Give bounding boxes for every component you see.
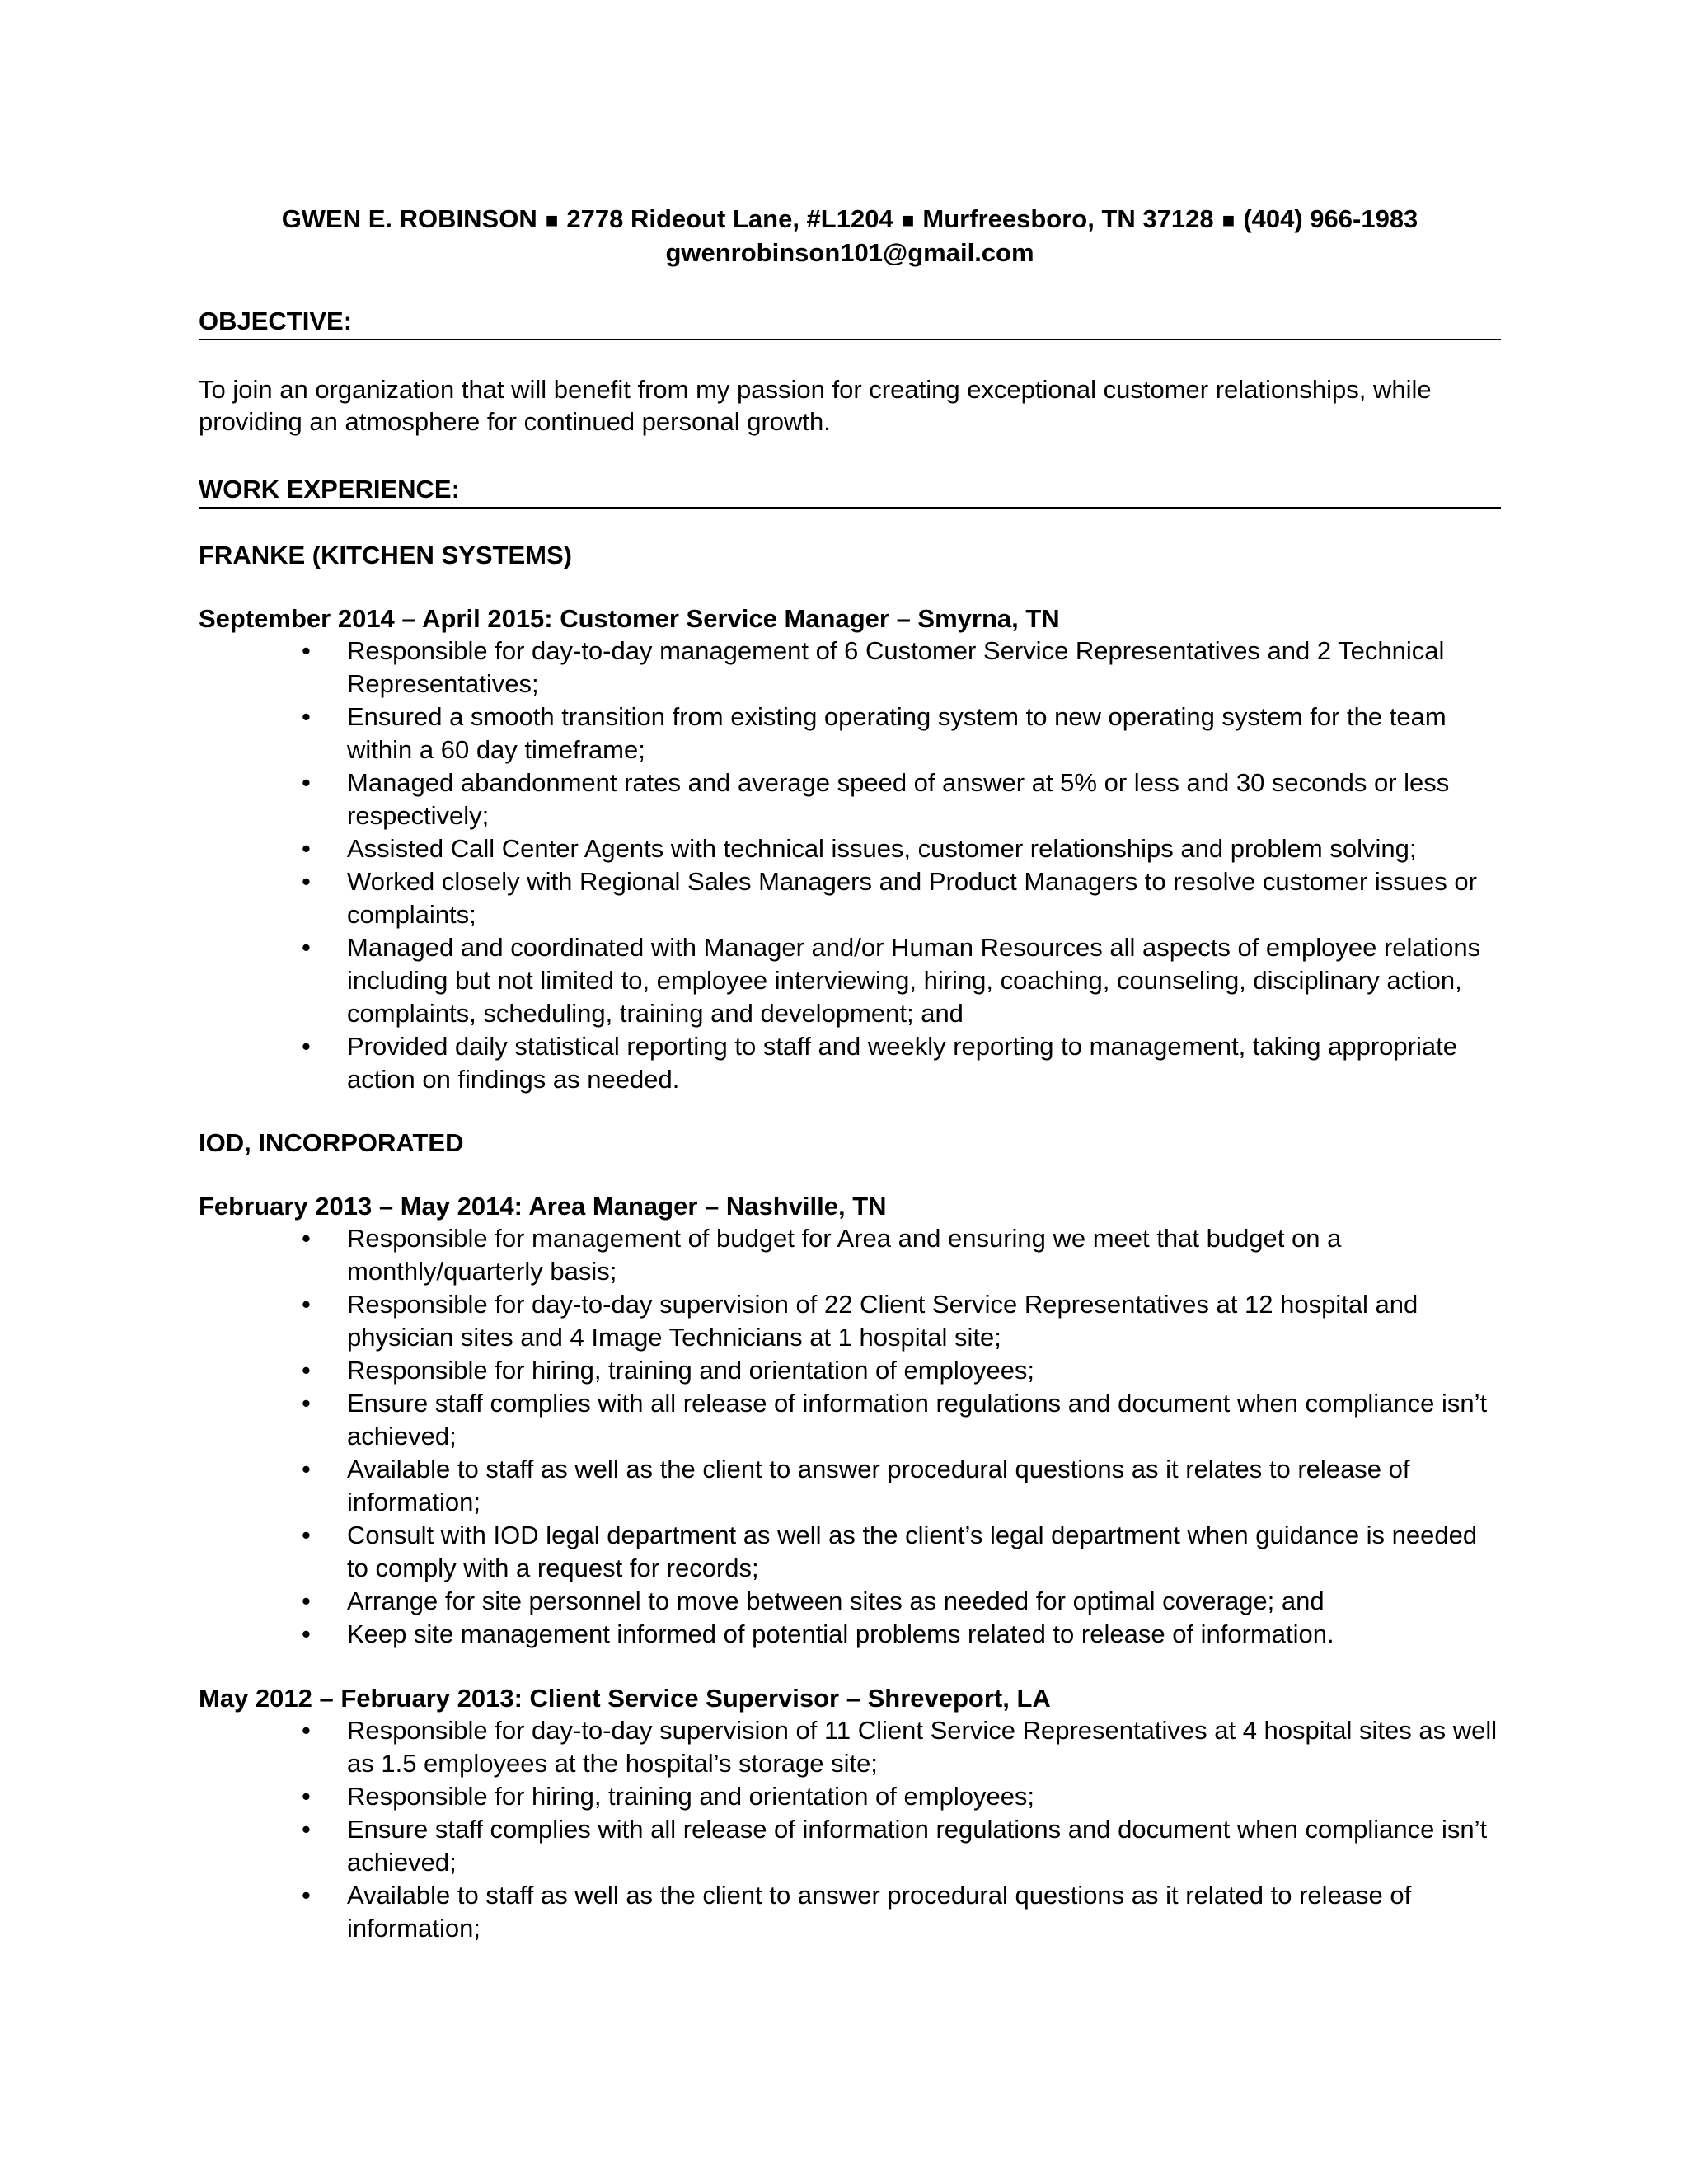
bullet-icon: • — [302, 1521, 311, 1549]
company-name: IOD, INCORPORATED — [199, 1128, 464, 1157]
role-heading: May 2012 – February 2013: Client Service Supervisor – Shreveport, LA — [199, 1684, 1051, 1713]
list-item — [302, 1585, 1501, 1618]
list-item — [302, 1618, 1501, 1651]
phone-number: (404) 966-1983 — [1243, 204, 1418, 233]
objective-heading: OBJECTIVE: — [199, 306, 1501, 340]
role-heading: February 2013 – May 2014: Area Manager – Nashville, TN — [199, 1192, 887, 1221]
bullet-icon: • — [302, 1881, 311, 1910]
bullet-icon: • — [302, 1815, 311, 1844]
list-item-text: Available to staff as well as the client to answer procedural questions as it relates to release of information; — [347, 1455, 1410, 1516]
separator-square-icon: ■ — [901, 208, 915, 232]
list-item — [302, 635, 1501, 701]
list-item — [302, 1780, 1501, 1813]
responsibility-list — [199, 1714, 1501, 1945]
list-item — [302, 865, 1501, 931]
list-item-text: Responsible for day-to-day supervision of 11 Client Service Representatives at 4 hospital sites as well as 1.5 employees at the hospital’s storage site; — [347, 1716, 1498, 1778]
contact-line — [199, 203, 1501, 237]
list-item — [302, 1813, 1501, 1879]
bullet-icon: • — [302, 636, 311, 665]
bullet-icon: • — [302, 1586, 311, 1615]
bullet-icon: • — [302, 834, 311, 863]
work-experience-list — [199, 540, 1501, 1945]
bullet-icon: • — [302, 1619, 311, 1648]
list-item-text: Responsible for day-to-day management of 6 Customer Service Representatives and 2 Technical Representatives; — [347, 636, 1445, 698]
list-item — [302, 1030, 1501, 1096]
list-item — [302, 1222, 1501, 1288]
resume-header — [199, 203, 1501, 269]
list-item-text: Responsible for hiring, training and orientation of employees; — [347, 1356, 1035, 1385]
bullet-icon: • — [302, 768, 311, 797]
city-state-zip: Murfreesboro, TN 37128 — [922, 204, 1214, 233]
responsibility-list — [199, 635, 1501, 1096]
resume-page — [199, 203, 1501, 1945]
responsibility-list — [199, 1222, 1501, 1651]
list-item-text: Managed and coordinated with Manager and/or Human Resources all aspects of employee relations including but not limited to, employee interviewing, hiring, coaching, counseling, disciplinary action, complaints, scheduling, training and development; and — [347, 933, 1481, 1028]
list-item-text: Responsible for day-to-day supervision of 22 Client Service Representatives at 12 hospital and physician sites and 4 Image Technicians at 1 hospital site; — [347, 1290, 1418, 1352]
work-experience-heading: WORK EXPERIENCE: — [199, 474, 1501, 509]
list-item — [302, 1519, 1501, 1585]
list-item-text: Responsible for management of budget for Area and ensuring we meet that budget on a monthly/quarterly basis; — [347, 1224, 1342, 1286]
list-item-text: Ensured a smooth transition from existing operating system to new operating system for the team within a 60 day timeframe; — [347, 702, 1447, 764]
list-item — [302, 1453, 1501, 1519]
separator-square-icon: ■ — [545, 208, 559, 232]
list-item — [302, 832, 1501, 865]
list-item — [302, 1714, 1501, 1780]
list-item — [302, 1879, 1501, 1945]
list-item-text: Assisted Call Center Agents with technical issues, customer relationships and problem solving; — [347, 834, 1417, 863]
list-item-text: Keep site management informed of potential problems related to release of information. — [347, 1619, 1334, 1648]
list-item-text: Available to staff as well as the client to answer procedural questions as it related to release of information; — [347, 1881, 1412, 1943]
bullet-icon: • — [302, 1356, 311, 1385]
list-item-text: Responsible for hiring, training and orientation of employees; — [347, 1782, 1035, 1811]
bullet-icon: • — [302, 1290, 311, 1319]
separator-square-icon: ■ — [1221, 208, 1236, 232]
objective-text: To join an organization that will benefit from my passion for creating exceptional customer relationships, while providing an atmosphere for continued personal growth. — [199, 375, 1432, 436]
bullet-icon: • — [302, 1455, 311, 1483]
role-heading: September 2014 – April 2015: Customer Service Manager – Smyrna, TN — [199, 604, 1060, 633]
list-item-text: Ensure staff complies with all release of information regulations and document when compliance isn’t achieved; — [347, 1815, 1488, 1877]
bullet-icon: • — [302, 702, 311, 731]
company-name: FRANKE (KITCHEN SYSTEMS) — [199, 541, 572, 569]
bullet-icon: • — [302, 1782, 311, 1811]
list-item-text: Consult with IOD legal department as well as the client’s legal department when guidance is needed to comply with a request for records; — [347, 1521, 1478, 1582]
bullet-icon: • — [302, 1716, 311, 1745]
candidate-name: GWEN E. ROBINSON — [281, 204, 537, 233]
list-item — [302, 766, 1501, 832]
bullet-icon: • — [302, 1224, 311, 1253]
email-address: gwenrobinson101@gmail.com — [665, 238, 1034, 267]
list-item-text: Worked closely with Regional Sales Managers and Product Managers to resolve customer issues or complaints; — [347, 867, 1477, 929]
list-item-text: Ensure staff complies with all release of information regulations and document when compliance isn’t achieved; — [347, 1389, 1488, 1451]
list-item — [302, 1354, 1501, 1387]
list-item-text: Managed abandonment rates and average speed of answer at 5% or less and 30 seconds or less respectively; — [347, 768, 1450, 830]
bullet-icon: • — [302, 1389, 311, 1418]
bullet-icon: • — [302, 933, 311, 962]
list-item-text: Provided daily statistical reporting to staff and weekly reporting to management, taking appropriate action on findings as needed. — [347, 1032, 1457, 1094]
list-item — [302, 701, 1501, 766]
list-item — [302, 1288, 1501, 1354]
bullet-icon: • — [302, 867, 311, 896]
bullet-icon: • — [302, 1032, 311, 1061]
list-item — [302, 931, 1501, 1030]
list-item — [302, 1387, 1501, 1453]
list-item-text: Arrange for site personnel to move between sites as needed for optimal coverage; and — [347, 1586, 1325, 1615]
street-address: 2778 Rideout Lane, #L1204 — [566, 204, 893, 233]
